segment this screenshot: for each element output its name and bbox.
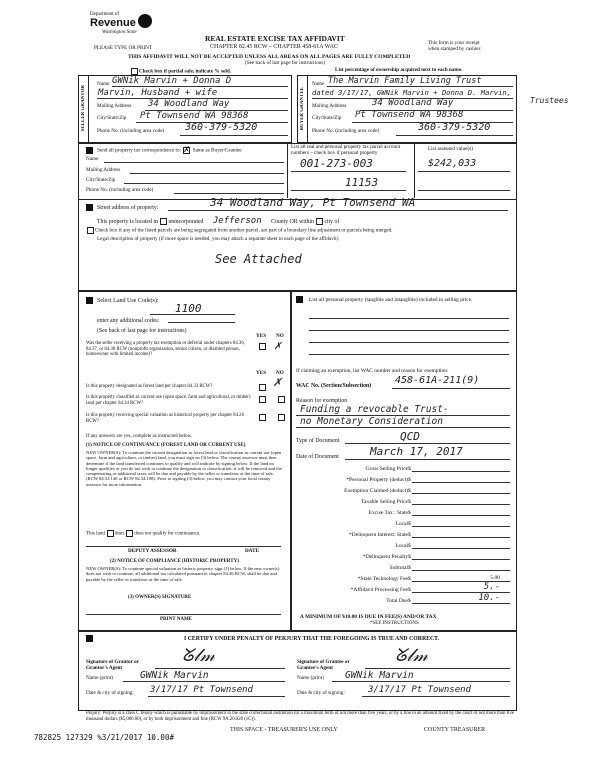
amount-label: Excise Tax : State xyxy=(368,510,408,516)
logo-dept: Department of xyxy=(90,12,120,17)
buyer-mailing[interactable]: 34 Woodland Way xyxy=(372,98,454,108)
section-marker-3 xyxy=(86,297,93,304)
perjury-text: Perjury: Perjury is a class C felony which is punishable by imprisonment in the state correctional institution for a maximum term of not more than five years, or by a fine in an amount fixed by the court of not more than five thousand dollars ($5,000.00), or by both imprisonment and fine (RCW 9A.20.020 (1C)). xyxy=(86,711,515,722)
amount-row xyxy=(310,593,510,604)
grantee-name-label: Name (print) xyxy=(297,675,324,681)
buyer-name-label: Name xyxy=(312,81,325,87)
personal-prop: List all personal property (tangible and intangible) included in selling price. xyxy=(309,297,473,303)
parcel-1[interactable]: 001-273-003 xyxy=(300,157,373,170)
list-parcels: List all real and personal property tax parcel account numbers – check box if personal property xyxy=(291,144,401,156)
grantor-signature[interactable]: ᘜ𝓁𝓂 xyxy=(182,645,215,666)
located-line: This property is located in unincorporated Jefferson County OR within city of xyxy=(97,216,340,226)
land-use-code[interactable]: 1100 xyxy=(175,302,202,315)
please-type: PLEASE TYPE OR PRINT xyxy=(94,45,152,51)
buyer-label: BUYER GRANTEE xyxy=(299,86,305,131)
chapter-line: CHAPTER 82.45 RCW – CHAPTER 458-61A WAC xyxy=(210,44,338,50)
segregated-checkbox[interactable] xyxy=(87,227,94,234)
corr-city-label: City/State/Zip xyxy=(86,177,116,183)
dollar-sign: $ xyxy=(408,598,411,604)
send-label: Send all property tax correspondence to: ✗ Same as Buyer/Grantee xyxy=(97,145,242,154)
amount-value[interactable] xyxy=(412,477,510,483)
does-not-checkbox[interactable] xyxy=(126,530,133,537)
type-label: Type of Document xyxy=(296,438,340,444)
amount-value[interactable] xyxy=(412,543,510,549)
amount-row xyxy=(310,565,510,571)
print-name-label: PRINT NAME xyxy=(160,617,192,622)
does-checkbox[interactable] xyxy=(107,530,114,537)
warning-line: THIS AFFIDAVIT WILL NOT BE ACCEPTED UNLESS ALL AREAS ON ALL PAGES ARE FULLY COMPLETED xyxy=(128,54,411,60)
q-historic-yes[interactable] xyxy=(259,414,266,421)
q-forest-yes[interactable] xyxy=(259,384,266,391)
q-exempt: Was the seller receiving a property tax exemption or deferral under chapters 84.36, 84.37, or 84.38 RCW (nonprofit organization, senior citizen, or disabled person, homeowner with limited income)? xyxy=(86,341,245,358)
unincorporated-checkbox[interactable] xyxy=(160,218,167,225)
grantor-sig-label: Signature of Grantor or Grantor's Agent xyxy=(86,659,139,671)
notice1-title: (1) NOTICE OF CONTINUANCE (FOREST LAND OR CURRENT USE) xyxy=(86,443,246,448)
seller-mailing-label: Mailing Address xyxy=(97,103,132,109)
buyer-name-line2[interactable]: dated 3/17/17, GWNik Marvin + Donna D. Marvin, xyxy=(312,88,512,97)
amount-row xyxy=(310,488,510,494)
seller-name-label: Name xyxy=(97,81,110,87)
revenue-logo xyxy=(88,12,168,42)
amount-value[interactable] xyxy=(412,510,510,516)
treasurer-only: THIS SPACE - TREASURER'S USE ONLY xyxy=(230,727,338,733)
seller-city-label: City/State/Zip xyxy=(97,115,127,121)
q-forest: Is this property designated as forest land per chapter 84.33 RCW? xyxy=(86,384,213,389)
form-note2: when stamped by cashier. xyxy=(428,46,482,52)
amount-value-text: 5.00 xyxy=(490,575,500,581)
section-marker-1 xyxy=(86,147,93,154)
section-marker-2 xyxy=(86,204,93,211)
claim-exempt: If claiming an exemption, list WAC number and reason for exemption: xyxy=(296,368,449,374)
amount-row xyxy=(310,532,510,538)
certify-text: I CERTIFY UNDER PENALTY OF PERJURY THAT THE FOREGOING IS TRUE AND CORRECT. xyxy=(184,636,440,642)
grantee-name[interactable]: GWNik Marvin xyxy=(345,670,414,681)
seller-name-line2[interactable]: Marvin, Husband + wife xyxy=(98,88,218,98)
reason-line1[interactable]: Funding a revocable Trust- xyxy=(300,404,449,415)
dollar-sign: $ xyxy=(408,554,411,560)
seller-name-line1[interactable]: GWNik Marvin + Donna D xyxy=(112,76,232,86)
amount-label: Total Due xyxy=(386,598,408,604)
q-exempt-no-mark[interactable]: ✗ xyxy=(274,338,282,352)
q-exempt-yes[interactable] xyxy=(259,343,266,350)
seller-label: SELLER GRANTOR xyxy=(80,85,86,132)
amount-label: Local xyxy=(395,521,408,527)
q-current-no[interactable] xyxy=(278,396,285,403)
notice2-title: (2) NOTICE OF COMPLIANCE (HISTORIC PROPERTY) xyxy=(110,559,239,564)
property-box xyxy=(78,199,517,291)
land-use-see-back: (See back of last page for instructions) xyxy=(97,328,187,334)
amount-value[interactable] xyxy=(412,532,510,538)
segregated-line: Check box if any of the listed parcels are being segregated from another parcel, are part of a boundary line adjustment or parcels being merged. xyxy=(86,227,506,235)
dollar-sign: $ xyxy=(408,510,411,516)
logo-agency: Revenue xyxy=(90,17,136,29)
amount-value[interactable] xyxy=(412,488,510,494)
partial-sale: Check box if partial sale, indicate % sold. xyxy=(130,68,231,76)
additional-codes: enter any additional codes: xyxy=(97,318,160,324)
section-marker-5 xyxy=(86,635,93,642)
county-treasurer: COUNTY TREASURER xyxy=(424,727,486,733)
dollar-sign: $ xyxy=(408,521,411,527)
grantor-name-label: Name (print) xyxy=(86,675,113,681)
grantee-sig-label: Signature of Grantee or Grantee's Agent xyxy=(297,659,350,671)
county-name[interactable]: Jefferson xyxy=(212,216,262,226)
amount-label: Exemption Claimed (deduct) xyxy=(344,488,408,494)
dollar-sign: $ xyxy=(408,488,411,494)
amount-label: Gross Selling Price xyxy=(365,466,408,472)
seller-label-bar xyxy=(78,75,89,142)
buyer-city-label: City/State/Zip xyxy=(312,115,342,121)
no-header-2: NO xyxy=(276,370,284,376)
amount-row xyxy=(310,466,510,472)
amount-value[interactable] xyxy=(412,521,510,527)
amount-label: *State Technology Fee xyxy=(357,576,408,582)
street-label: Street address of property: xyxy=(97,205,159,211)
see-back-top: (See back of last page for instructions) xyxy=(245,60,326,66)
recording-stamp: 782825 127329 %3/21/2017 10.00# xyxy=(34,733,174,742)
doc-date[interactable]: March 17, 2017 xyxy=(370,445,463,458)
see-instructions: *SEE INSTRUCTIONS xyxy=(370,621,419,626)
seller-phone[interactable]: 360-379-5320 xyxy=(185,122,258,133)
dollar-sign: $ xyxy=(408,565,411,571)
buyer-label-bar xyxy=(297,75,308,142)
dollar-sign: $ xyxy=(408,532,411,538)
amount-label: Taxable Selling Price xyxy=(361,499,408,505)
amount-value[interactable] xyxy=(412,554,510,560)
amount-label: *Personal Property (deduct) xyxy=(346,477,408,483)
notice1-text: NEW OWNER(S): To continue the current designation as forest land or classification as current use (open space, farm and agriculture, or timber) land, you must sign on (3) below. The county assessor must then determine if the land transferred continues to qualify and will indicate by signing below. If the land no longer qualifies or you do not wish to continue the designation or classification, it will be removed and the compensating or additional taxes will be due and payable by the seller or transferor at the time of sale. (RCW 84.33.140 or RCW 84.34.108). Prior to signing (3) below, you may contact your local county assessor for more information. xyxy=(86,450,282,487)
buyer-city[interactable]: Pt Townsend WA 98368 xyxy=(355,110,464,120)
dollar-sign: $ xyxy=(408,499,411,505)
seller-mailing[interactable]: 34 Woodland Way xyxy=(148,99,230,109)
logo-state: Washington State xyxy=(102,30,137,35)
date-doc-label: Date of Document xyxy=(296,454,339,460)
buyer-mailing-label: Mailing Address xyxy=(312,103,347,109)
q-historic-no[interactable] xyxy=(278,414,285,421)
no-header: NO xyxy=(276,333,284,339)
amount-row xyxy=(310,576,510,582)
partial-sale-checkbox[interactable] xyxy=(131,68,138,75)
logo-swirl-icon xyxy=(138,14,152,28)
grantor-name[interactable]: GWNik Marvin xyxy=(140,670,209,681)
owner-sig-label: (3) OWNER(S) SIGNATURE xyxy=(128,595,192,600)
amount-row xyxy=(310,554,510,560)
yes-header-2: YES xyxy=(256,370,267,376)
amount-row xyxy=(310,543,510,549)
amount-row xyxy=(310,521,510,527)
parcel-2[interactable]: 11153 xyxy=(345,176,379,189)
q-current: Is this property classified as current use (open space, farm and agricultural, or timber) land per chapter 84.34 RCW? xyxy=(86,395,251,406)
buyer-phone[interactable]: 360-379-5320 xyxy=(418,122,491,133)
amount-value[interactable] xyxy=(412,499,510,505)
reason-line2[interactable]: no Monetary Consideration xyxy=(300,416,443,427)
corr-mailing-label: Mailing Address xyxy=(86,167,121,173)
corr-phone-label: Phone No. (including area code) xyxy=(86,187,154,193)
q-historic: Is this property receiving special valuation as historical property per chapter 84.26 RCW? xyxy=(86,413,244,424)
wac-label: WAC No. (Section/Subsection) xyxy=(296,383,372,389)
dollar-sign: $ xyxy=(408,466,411,472)
buyer-phone-label: Phone No. (including area code) xyxy=(312,128,380,134)
amount-row xyxy=(310,499,510,505)
legal-label: Legal description of property (if more space is needed, you may attach a separate sheet to each page of the affidavit) xyxy=(97,236,339,242)
street-address[interactable]: 34 Woodland Way, Pt Townsend WA xyxy=(210,196,416,209)
grantee-date-label: Date & city of signing: xyxy=(297,690,345,696)
amount-label: *Delinquent Penalty xyxy=(362,554,408,560)
section-marker-4 xyxy=(296,296,303,303)
city-checkbox[interactable] xyxy=(316,218,323,225)
buyer-name-line3[interactable]: Trustees xyxy=(530,96,569,105)
amount-label: *Delinquent Interest: State xyxy=(349,532,408,538)
date-label-left: DATE xyxy=(245,548,260,554)
q-forest-no-mark[interactable]: ✗ xyxy=(273,374,282,390)
q-current-yes[interactable] xyxy=(259,396,266,403)
deputy-label: DEPUTY ASSESSOR xyxy=(128,548,177,554)
grantee-date[interactable]: 3/17/17 Pt Townsend xyxy=(368,685,471,695)
any-yes: If any answers are yes, complete as instructed below. xyxy=(86,434,193,439)
tax-corr-divider xyxy=(287,143,288,198)
assessed-value-1[interactable]: $242,033 xyxy=(428,158,477,169)
amount-label: Subtotal xyxy=(389,565,408,571)
form-note1: This form is your receipt xyxy=(428,40,480,46)
amount-value-text: 5.- xyxy=(483,582,500,592)
grantor-date[interactable]: 3/17/17 Pt Townsend xyxy=(150,685,253,695)
amount-row xyxy=(310,510,510,516)
grantee-signature[interactable]: ᘜ𝓁𝓂 xyxy=(395,645,428,666)
reason-label: Reason for exemption xyxy=(296,398,348,404)
list-pct: List percentage of ownership acquired next to each name. xyxy=(335,67,463,73)
amount-label: *Affidavit Processing Fee xyxy=(350,587,408,593)
seller-city[interactable]: Pt Townsend WA 98368 xyxy=(140,111,249,121)
land-does-line: This land does does not qualify for continuance. xyxy=(86,531,201,537)
amount-value[interactable] xyxy=(412,466,510,472)
amount-value[interactable] xyxy=(412,593,510,604)
same-as-checkbox[interactable]: ✗ xyxy=(183,145,190,154)
minimum-note: A MINIMUM OF $10.00 IS DUE IN FEE(S) AND/OR TAX xyxy=(300,614,437,620)
notice2-text: NEW OWNER(S): To continue special valuation as historic property, sign (3) below. If the new owner(s) does not wish to continue, all additional tax calculated pursuant to chapter 84.26 RCW, shall be due and payable by the seller or transferor at the time of sale. xyxy=(86,566,280,582)
seller-phone-label: Phone No. (including area code) xyxy=(97,128,165,134)
grantor-date-label: Date & city of signing: xyxy=(86,690,134,696)
dollar-sign: $ xyxy=(408,576,411,582)
amount-row xyxy=(310,477,510,483)
legal-description[interactable]: See Attached xyxy=(215,252,302,266)
dollar-sign: $ xyxy=(408,543,411,549)
dollar-sign: $ xyxy=(408,477,411,483)
amount-value[interactable] xyxy=(412,565,510,571)
dollar-sign: $ xyxy=(408,587,411,593)
form-title: REAL ESTATE EXCISE TAX AFFIDAVIT xyxy=(205,34,345,43)
land-use-label: Select Land Use Code(s): xyxy=(97,298,159,304)
assessed-label: List assessed value(s) xyxy=(428,146,473,152)
amount-label: Local xyxy=(395,543,408,549)
amount-value-text: 10.- xyxy=(478,593,500,603)
tax-corr-divider2 xyxy=(414,143,415,198)
wac-number[interactable]: 458-61A-211(9) xyxy=(395,375,480,386)
buyer-name-line1[interactable]: The Marvin Family Living Trust xyxy=(328,76,482,86)
corr-name-label: Name xyxy=(86,156,99,162)
yes-header: YES xyxy=(256,333,267,339)
doc-type[interactable]: QCD xyxy=(400,430,420,443)
